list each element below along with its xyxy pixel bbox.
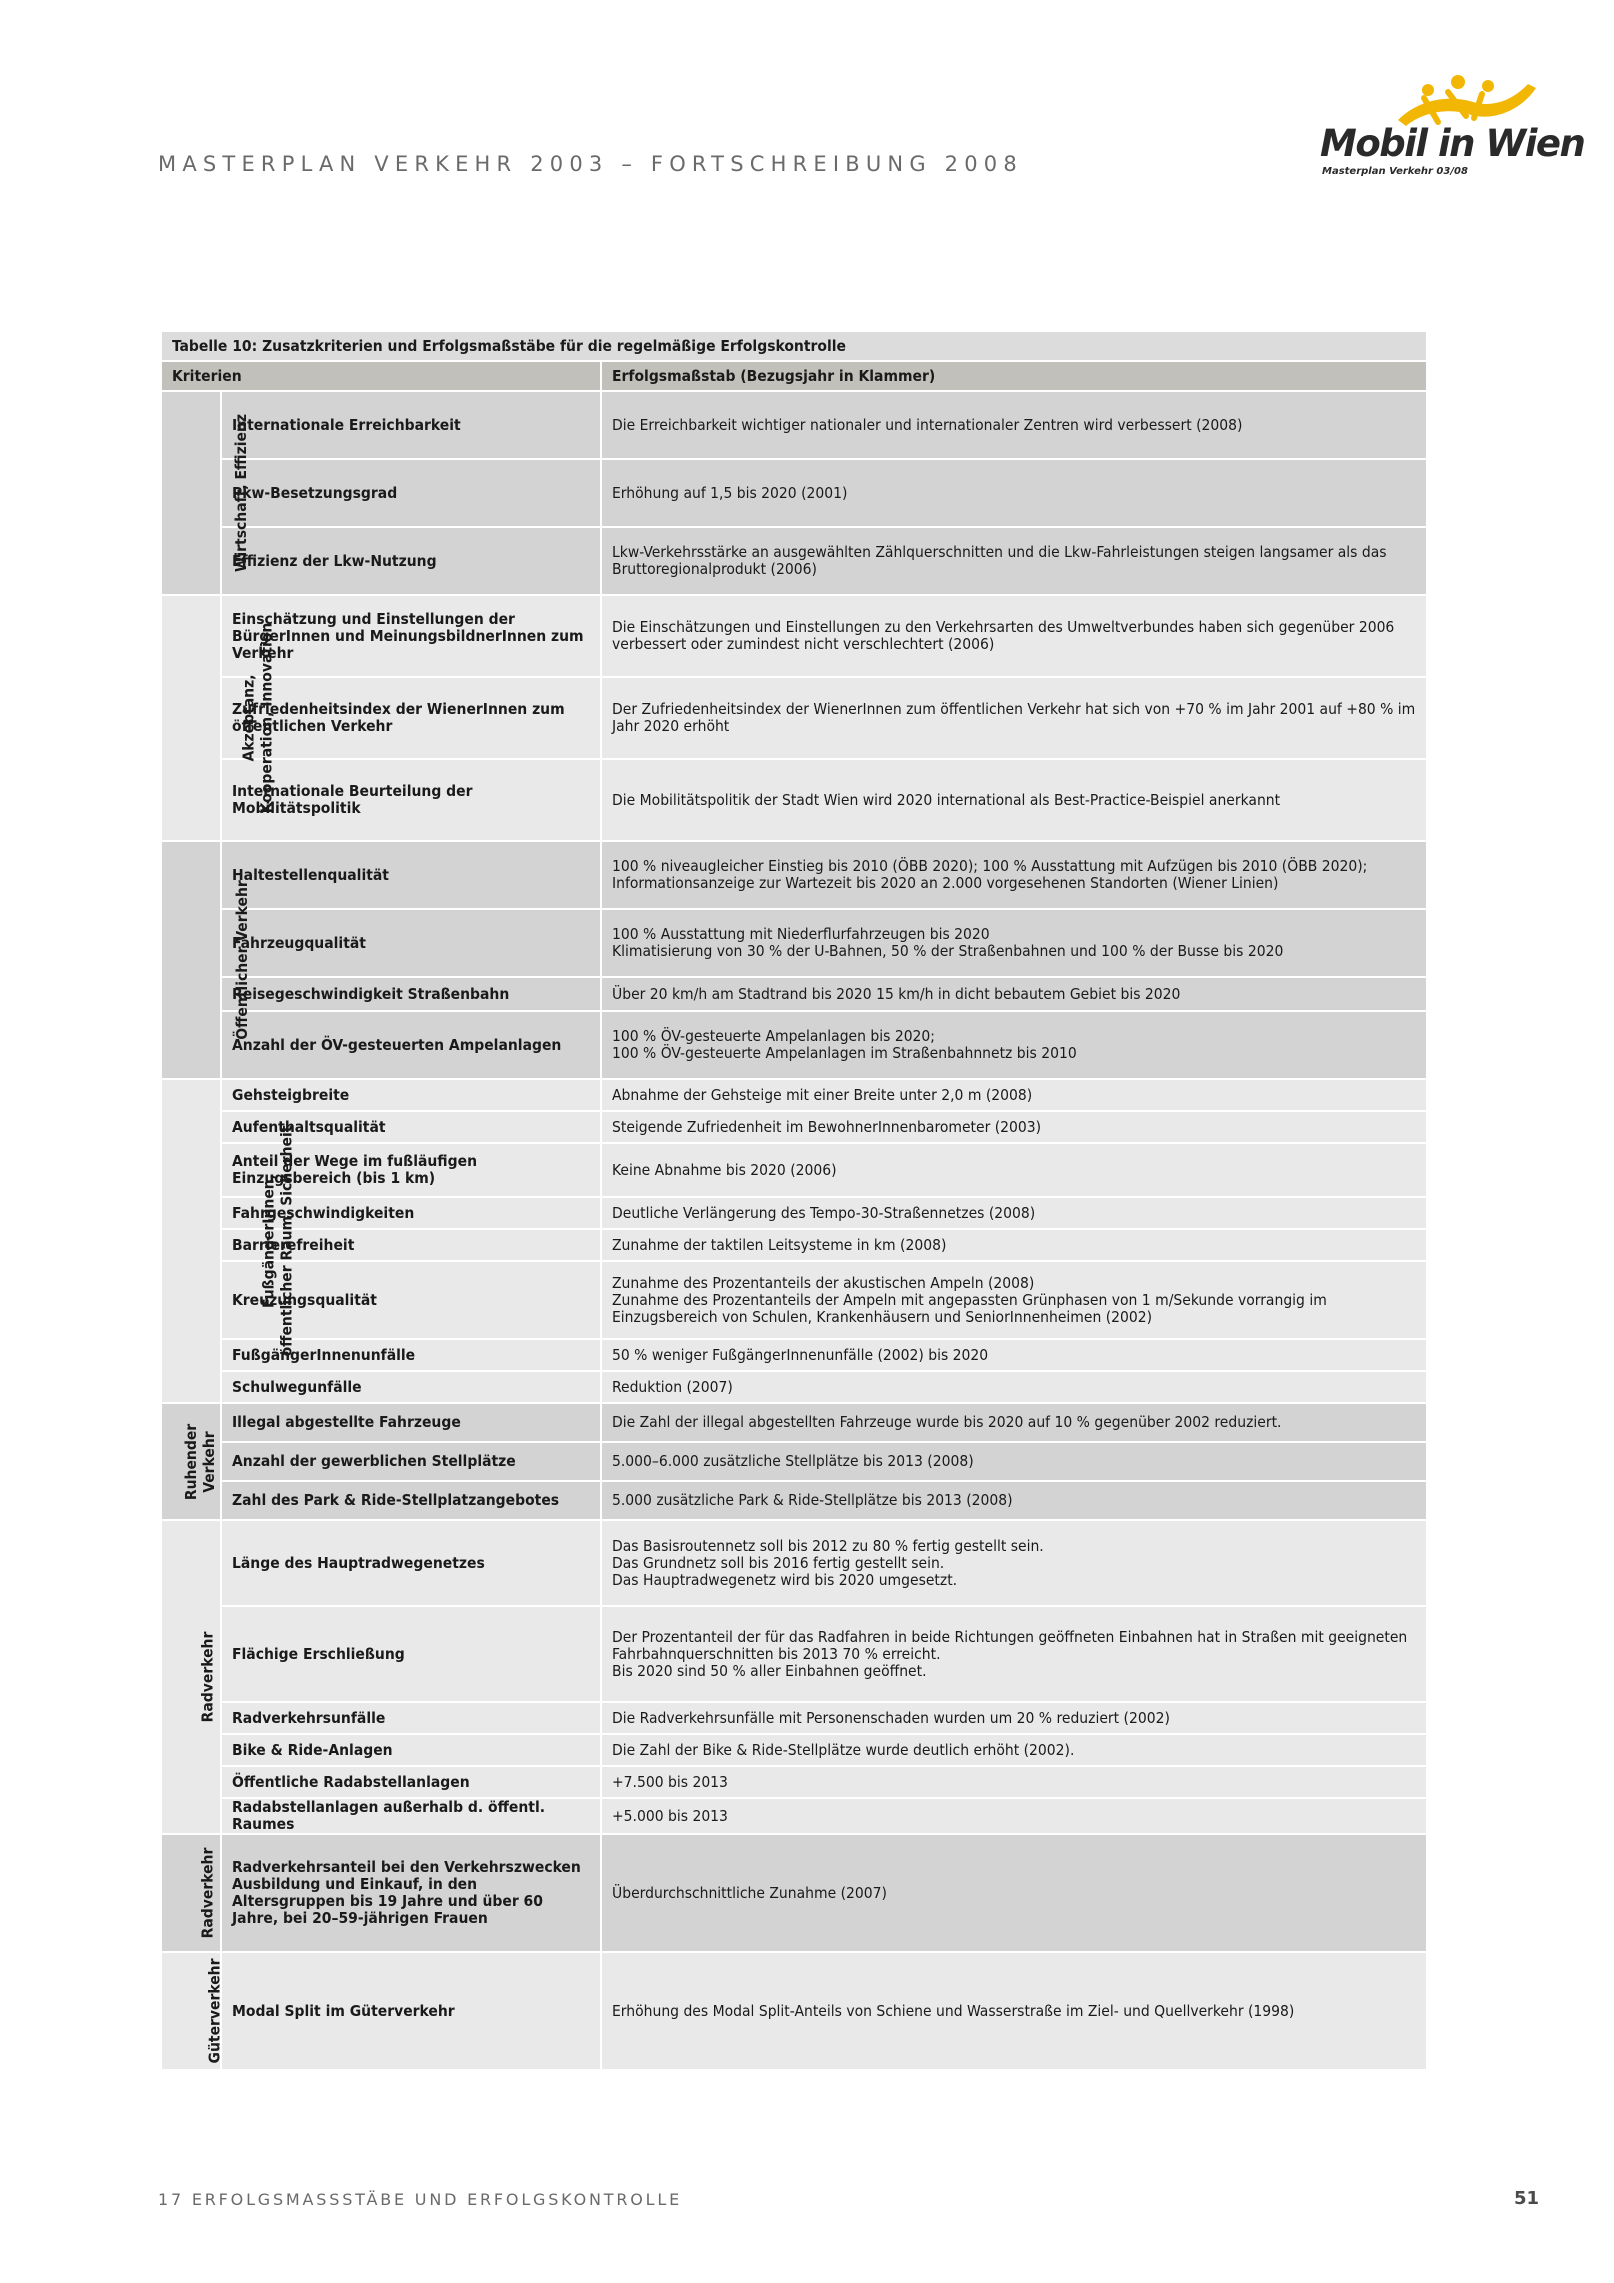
criterion-cell: Radverkehrsanteil bei den Verkehrszwecken Ausbildung und Einkauf, in den Altersgruppen bis 19 Jahre und über 60 Jahre, bei 20–59-jährigen Frauen xyxy=(221,1834,601,1952)
table-row xyxy=(161,1229,1427,1261)
group-label: Radverkehr xyxy=(198,1631,217,1723)
measure-cell: Reduktion (2007) xyxy=(601,1371,1427,1403)
criterion-cell: Gehsteigbreite xyxy=(221,1079,601,1111)
table-row xyxy=(161,1011,1427,1079)
measure-cell: 100 % niveaugleicher Einstieg bis 2010 (ÖBB 2020); 100 % Ausstattung mit Aufzügen bis 2010 (ÖBB 2020); Informationsanzeige zur Wartezeit bis 2020 an 2.000 vorgesehenen Standorten (Wiener Linien) xyxy=(601,841,1427,909)
table-row xyxy=(161,1442,1427,1481)
group-label: Akzeptanz, Kooperation, Innovation xyxy=(239,622,276,814)
table-row xyxy=(161,909,1427,977)
table-row xyxy=(161,1261,1427,1339)
criterion-cell: Haltestellenqualität xyxy=(221,841,601,909)
group-label-cell xyxy=(161,391,250,595)
mobil-in-wien-logo xyxy=(1318,72,1585,182)
table-row xyxy=(161,1371,1427,1403)
criterion-cell: Anzahl der gewerblichen Stellplätze xyxy=(221,1442,601,1481)
table-row xyxy=(161,841,1427,909)
measure-cell: Deutliche Verlängerung des Tempo-30-Straßennetzes (2008) xyxy=(601,1197,1427,1229)
table-row xyxy=(161,1079,1427,1111)
measure-cell: Erhöhung des Modal Split-Anteils von Schiene und Wasserstraße im Ziel- und Quellverkehr (1998) xyxy=(601,1952,1427,2070)
group-label: Radverkehr xyxy=(198,1847,217,1939)
group-label-cell xyxy=(161,595,276,841)
criterion-cell: Barrierefreiheit xyxy=(221,1229,601,1261)
group-label: Güterverkehr xyxy=(205,1958,224,2064)
criterion-cell: Kreuzungsqualität xyxy=(221,1261,601,1339)
criterion-cell: Aufenthaltsqualität xyxy=(221,1111,601,1143)
measure-cell: Das Basisroutennetz soll bis 2012 zu 80 % fertig gestellt sein. Das Grundnetz soll bis 2016 fertig gestellt sein. Das Hauptradwegenetz wird bis 2020 umgesetzt. xyxy=(601,1520,1427,1606)
criterion-cell: Illegal abgestellte Fahrzeuge xyxy=(221,1403,601,1442)
criterion-cell: Zufriedenheitsindex der WienerInnen zum öffentlichen Verkehr xyxy=(221,677,601,759)
group-label: FußgängerInnen, öffentlicher Raum, Sicherheit xyxy=(259,1125,296,1357)
measure-cell: +7.500 bis 2013 xyxy=(601,1766,1427,1798)
table-row xyxy=(161,977,1427,1011)
criterion-cell: Länge des Hauptradwegenetzes xyxy=(221,1520,601,1606)
measure-cell: Die Zahl der illegal abgestellten Fahrzeuge wurde bis 2020 auf 10 % gegenüber 2002 reduziert. xyxy=(601,1403,1427,1442)
measure-cell: Zunahme des Prozentanteils der akustischen Ampeln (2008) Zunahme des Prozentanteils der Ampeln mit angepassten Grünphasen von 1 m/Sekunde vorrangig im Einzugsbereich von Schulen, Krankenhäusern und SeniorInnenheimen (2002) xyxy=(601,1261,1427,1339)
measure-cell: Die Mobilitätspolitik der Stadt Wien wird 2020 international als Best-Practice-Beispiel anerkannt xyxy=(601,759,1427,841)
criterion-cell: Öffentliche Radabstellanlagen xyxy=(221,1766,601,1798)
group-label: Wirtschaft, Effizienz xyxy=(231,414,250,572)
group-label-cell xyxy=(161,1834,221,1952)
criterion-cell: Fahrzeugqualität xyxy=(221,909,601,977)
measure-cell: Die Zahl der Bike & Ride-Stellplätze wurde deutlich erhöht (2002). xyxy=(601,1734,1427,1766)
table-row xyxy=(161,1952,1427,2070)
measure-cell: Keine Abnahme bis 2020 (2006) xyxy=(601,1143,1427,1197)
group-label-cell xyxy=(161,1952,224,2070)
measure-cell: Erhöhung auf 1,5 bis 2020 (2001) xyxy=(601,459,1427,527)
measure-cell: 100 % ÖV-gesteuerte Ampelanlagen bis 2020; 100 % ÖV-gesteuerte Ampelanlagen im Straßenbahnnetz bis 2010 xyxy=(601,1011,1427,1079)
measure-cell: Steigende Zufriedenheit im BewohnerInnenbarometer (2003) xyxy=(601,1111,1427,1143)
column-header-measure: Erfolgsmaßstab (Bezugsjahr in Klammer) xyxy=(601,361,1427,391)
measure-cell: Die Radverkehrsunfälle mit Personenschaden wurden um 20 % reduziert (2002) xyxy=(601,1702,1427,1734)
criterion-cell: Fahrgeschwindigkeiten xyxy=(221,1197,601,1229)
criterion-cell: FußgängerInnenunfälle xyxy=(221,1339,601,1371)
group-label: Öffentlicher Verkehr xyxy=(232,880,251,1040)
measure-cell: Zunahme der taktilen Leitsysteme in km (2008) xyxy=(601,1229,1427,1261)
table-row xyxy=(161,1702,1427,1734)
table-row xyxy=(161,1734,1427,1766)
measure-cell: Abnahme der Gehsteige mit einer Breite unter 2,0 m (2008) xyxy=(601,1079,1427,1111)
measure-cell: Der Prozentanteil der für das Radfahren in beide Richtungen geöffneten Einbahnen hat in Straßen mit geeigneten Fahrbahnquerschnitten bis 2013 70 % erreicht. Bis 2020 sind 50 % aller Einbahnen geöffnet. xyxy=(601,1606,1427,1702)
criterion-cell: Modal Split im Güterverkehr xyxy=(221,1952,601,2070)
criterion-cell: Pkw-Besetzungsgrad xyxy=(221,459,601,527)
criterion-cell: Anteil der Wege im fußläufigen Einzugsbereich (bis 1 km) xyxy=(221,1143,601,1197)
table-row xyxy=(161,527,1427,595)
measure-cell: Die Einschätzungen und Einstellungen zu den Verkehrsarten des Umweltverbundes haben sich gegenüber 2006 verbessert oder zumindest nicht verschlechtert (2006) xyxy=(601,595,1427,677)
running-title: MASTERPLAN VERKEHR 2003 – FORTSCHREIBUNG 2008 xyxy=(158,152,1023,176)
criterion-cell: Internationale Erreichbarkeit xyxy=(221,391,601,459)
table-row xyxy=(161,1481,1427,1520)
table-row xyxy=(161,677,1427,759)
criterion-cell: Einschätzung und Einstellungen der BürgerInnen und MeinungsbildnerInnen zum Verkehr xyxy=(221,595,601,677)
table-row xyxy=(161,1403,1427,1442)
criterion-cell: Bike & Ride-Anlagen xyxy=(221,1734,601,1766)
criterion-cell: Reisegeschwindigkeit Straßenbahn xyxy=(221,977,601,1011)
table-row xyxy=(161,1834,1427,1952)
table-row xyxy=(161,1766,1427,1798)
table-row xyxy=(161,1798,1427,1834)
table-row xyxy=(161,759,1427,841)
table-row xyxy=(161,595,1427,677)
table-row xyxy=(161,1143,1427,1197)
measure-cell: Lkw-Verkehrsstärke an ausgewählten Zählquerschnitten und die Lkw-Fahrleistungen steigen langsamer als das Bruttoregionalprodukt (2006) xyxy=(601,527,1427,595)
measure-cell: Die Erreichbarkeit wichtiger nationaler und internationaler Zentren wird verbessert (2008) xyxy=(601,391,1427,459)
criterion-cell: Radverkehrsunfälle xyxy=(221,1702,601,1734)
table-caption: Tabelle 10: Zusatzkriterien und Erfolgsmaßstäbe für die regelmäßige Erfolgskontrolle xyxy=(161,331,1427,361)
logo-subtitle: Masterplan Verkehr 03/08 xyxy=(1322,166,1468,177)
measure-cell: Überdurchschnittliche Zunahme (2007) xyxy=(601,1834,1427,1952)
group-label-cell xyxy=(161,841,251,1079)
column-header-criteria: Kriterien xyxy=(161,361,601,391)
group-label-cell xyxy=(161,1403,221,1520)
measure-cell: Über 20 km/h am Stadtrand bis 2020 15 km/h in dicht bebautem Gebiet bis 2020 xyxy=(601,977,1427,1011)
criterion-cell: Radabstellanlagen außerhalb d. öffentl. Raumes xyxy=(221,1798,601,1834)
group-label-cell xyxy=(161,1520,221,1834)
criterion-cell: Zahl des Park & Ride-Stellplatzangebotes xyxy=(221,1481,601,1520)
table-row xyxy=(161,459,1427,527)
footer-section-title: 17 ERFOLGSMASSSTÄBE UND ERFOLGSKONTROLLE xyxy=(158,2190,682,2209)
table-row xyxy=(161,1339,1427,1371)
criterion-cell: Anzahl der ÖV-gesteuerten Ampelanlagen xyxy=(221,1011,601,1079)
measure-cell: 5.000 zusätzliche Park & Ride-Stellplätze bis 2013 (2008) xyxy=(601,1481,1427,1520)
measure-cell: 5.000–6.000 zusätzliche Stellplätze bis 2013 (2008) xyxy=(601,1442,1427,1481)
criterion-cell: Flächige Erschließung xyxy=(221,1606,601,1702)
logo-title: Mobil in Wien xyxy=(1320,122,1585,165)
criteria-table xyxy=(160,330,1428,2071)
table-row xyxy=(161,1111,1427,1143)
criterion-cell: Schulwegunfälle xyxy=(221,1371,601,1403)
criterion-cell: Internationale Beurteilung der Mobilitätspolitik xyxy=(221,759,601,841)
table-row xyxy=(161,1197,1427,1229)
measure-cell: +5.000 bis 2013 xyxy=(601,1798,1427,1834)
measure-cell: 100 % Ausstattung mit Niederflurfahrzeugen bis 2020 Klimatisierung von 30 % der U-Bahnen, 50 % der Straßenbahnen und 100 % der Busse bis 2020 xyxy=(601,909,1427,977)
group-label: Ruhender Verkehr xyxy=(182,1423,219,1500)
measure-cell: Der Zufriedenheitsindex der WienerInnen zum öffentlichen Verkehr hat sich von +70 % im Jahr 2001 auf +80 % im Jahr 2020 erhöht xyxy=(601,677,1427,759)
table-row xyxy=(161,1606,1427,1702)
table-row xyxy=(161,1520,1427,1606)
criterion-cell: Effizienz der Lkw-Nutzung xyxy=(221,527,601,595)
measure-cell: 50 % weniger FußgängerInnenunfälle (2002) bis 2020 xyxy=(601,1339,1427,1371)
table-row xyxy=(161,391,1427,459)
page-number: 51 xyxy=(1514,2188,1540,2209)
